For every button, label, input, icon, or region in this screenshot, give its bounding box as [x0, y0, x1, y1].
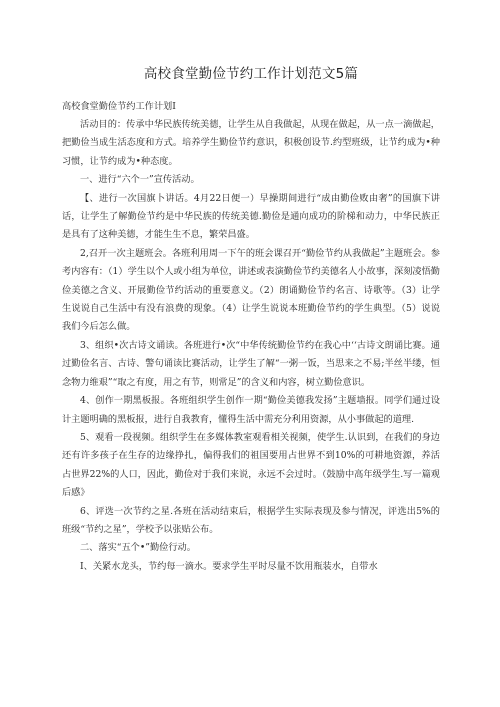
paragraph-item-3: 3、组织•次古诗文诵读。各班进行•次“中华传统勤俭节约在我心中‘‘古诗文朗诵比赛。通过勤俭名言、古诗、警句诵读比赛活动，让学生了解“一粥一饭，当思来之不易;半丝半缕，恒念物力维艰”“取之有度，用之有节，则常足”的含义和内容，树立勤俭意识。: [62, 339, 440, 388]
paragraph-item-6: 6、评选一次节约之星.各班在活动结束后，根据学生实际表现及参与情况，评选出5%的班级“节约之星”，学校予以张贴公布。: [62, 505, 440, 535]
section-heading-2: 二、落实“五个•”勤俭行动。: [80, 542, 196, 554]
document-title: 高校食堂勤俭节约工作计划范文5篇: [143, 66, 359, 82]
paragraph-item-2: 2,召开一次主题班会。各班利用周一下午的班会课召开“勤俭节约从我做起”主题班会。参考内容有：（1）学生以个人或小组为单位，讲述或表演勤俭节约美德名人小故事，深刻凌悟勤俭美德之含义、开展勤俭节约活动的重要意义。（2）朗诵勤俭节约名言、诗歌等。（3）让学生说说自己生活中有没有浪费的现象。（4）让学生说说本班勤俭节约的学生典型。（5）说说我们今后怎么做。: [62, 247, 440, 333]
section-heading-1: 一、进行“六个一”宣传活动。: [80, 174, 200, 186]
paragraph-purpose: 活动目的：传承中华民族传统美德，让学生从自我做起，从现在做起，从一点一滴做起，把勤俭当成生活态度和方式。培养学生勤俭节约意识，积极创设节.约型班级，让节约成为•种习惯，让节约成为•种态度。: [62, 119, 440, 167]
document-subtitle: 高校食堂勤俭节约工作计划I: [62, 101, 176, 112]
paragraph-item-5: 5、观看一段视频。组织学生在多媒体教室观看相关视频，使学生.认识到，在我们的身边还有许多孩子在生存的边缘挣扎，偏得我们的祖国要用占世界不到10%的可耕地资源，养活占世界22%的人口，因此，勤俭对于我们来说，永远不会过时。（鼓励中高年级学生.写一篇观后感》: [62, 431, 440, 499]
paragraph-action-1: I、关紧水龙头，节约每一滴水。要求学生平时尽量不饮用瓶装水，自带水: [80, 560, 378, 572]
paragraph-item-4: 4、创作一期黑板报。各班组织学生创作一期“勤俭美德我发扬”主题墙报。同学们通过设计主题明确的黑板报，进行自我教育，懂得生活中需充分利用资源，从小事做起的道理.: [62, 395, 440, 425]
paragraph-item-1: 【、进行一次国旗卜讲话。4月22日便一）早操期间进行“成由勤俭败由奢”的国旗下讲话，让学生了解勤俭节约是中华民族的传统美德.勤俭是通向成功的阶梯和动力，中华民族正是具有了这种美德，才能生生不息，繁荣昌盛。: [62, 192, 440, 241]
